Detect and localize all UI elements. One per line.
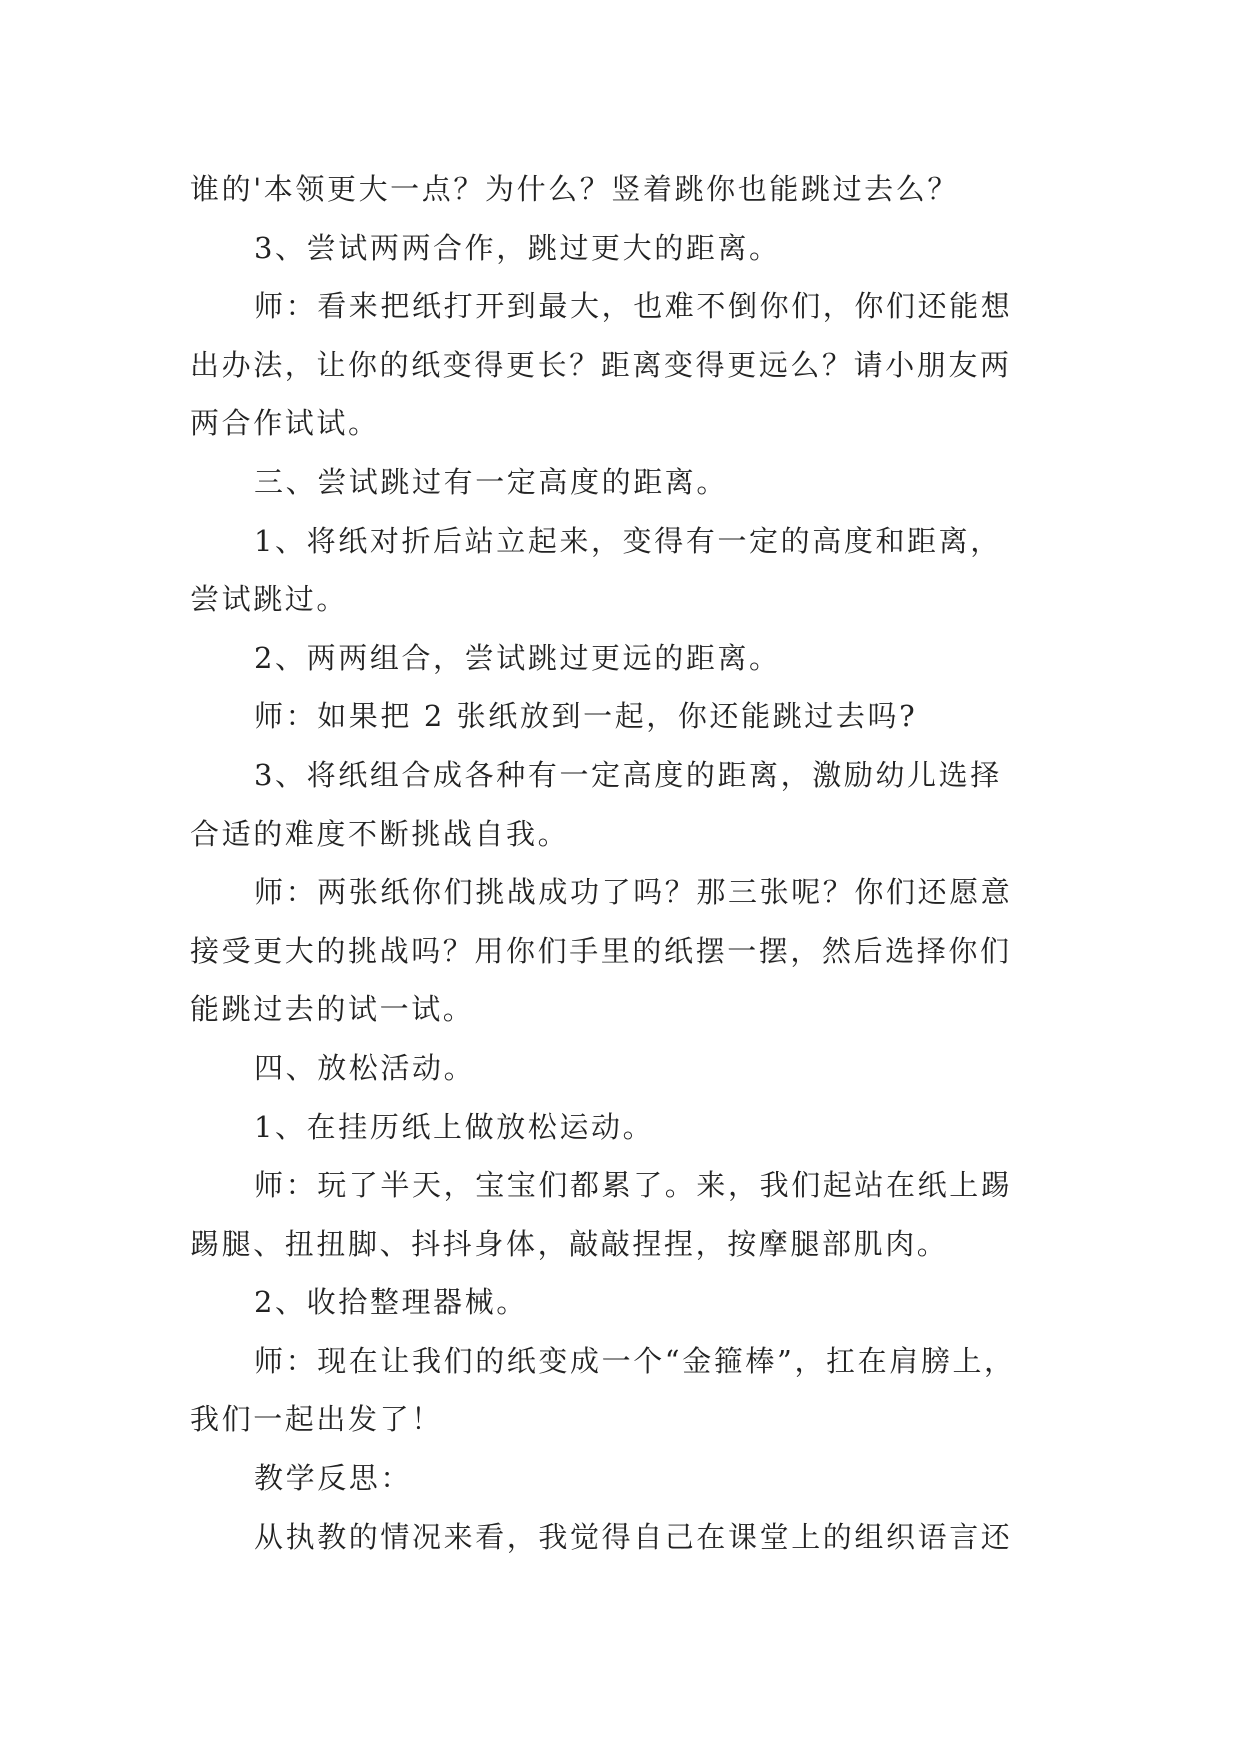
text-line: 3、尝试两两合作，跳过更大的距离。 <box>254 230 781 265</box>
text-line: 踢腿、扭扭脚、抖抖身体，敲敲捏捏，按摩腿部肌肉。 <box>190 1226 949 1261</box>
section-heading: 四、放松活动。 <box>254 1050 476 1085</box>
text-line: 能跳过去的试一试。 <box>190 992 475 1027</box>
section-heading: 教学反思： <box>254 1461 413 1496</box>
text-line: 2、两两组合，尝试跳过更远的距离。 <box>254 640 781 675</box>
text-line: 谁的'本领更大一点？为什么？竖着跳你也能跳过去么？ <box>190 172 959 206</box>
text-line: 师：如果把 2 张纸放到一起，你还能跳过去吗? <box>254 699 918 734</box>
text-line: 1、将纸对折后站立起来，变得有一定的高度和距离， <box>254 523 1002 558</box>
text-line: 两合作试试。 <box>190 406 380 441</box>
text-line: 合适的难度不断挑战自我。 <box>190 816 570 851</box>
section-heading: 三、尝试跳过有一定高度的距离。 <box>254 464 729 499</box>
text-line: 师：现在让我们的纸变成一个“金箍棒”，扛在肩膀上， <box>254 1343 1016 1378</box>
text-line: 2、收拾整理器械。 <box>254 1285 528 1320</box>
text-line: 出办法，让你的纸变得更长？距离变得更远么？请小朋友两 <box>190 347 1012 382</box>
text-line: 从执教的情况来看，我觉得自己在课堂上的组织语言还 <box>254 1519 1013 1554</box>
text-line: 尝试跳过。 <box>190 582 349 617</box>
text-line: 师：玩了半天，宝宝们都累了。来，我们起站在纸上踢 <box>254 1168 1013 1203</box>
document-body <box>190 160 1060 1566</box>
text-line: 接受更大的挑战吗？用你们手里的纸摆一摆，然后选择你们 <box>190 933 1012 968</box>
text-line: 我们一起出发了！ <box>190 1402 443 1437</box>
text-line: 师：两张纸你们挑战成功了吗？那三张呢？你们还愿意 <box>254 875 1013 910</box>
text-line: 1、在挂历纸上做放松运动。 <box>254 1109 655 1144</box>
text-line: 师：看来把纸打开到最大，也难不倒你们，你们还能想 <box>254 289 1013 324</box>
text-line: 3、将纸组合成各种有一定高度的距离，激励幼儿选择 <box>254 757 1002 792</box>
